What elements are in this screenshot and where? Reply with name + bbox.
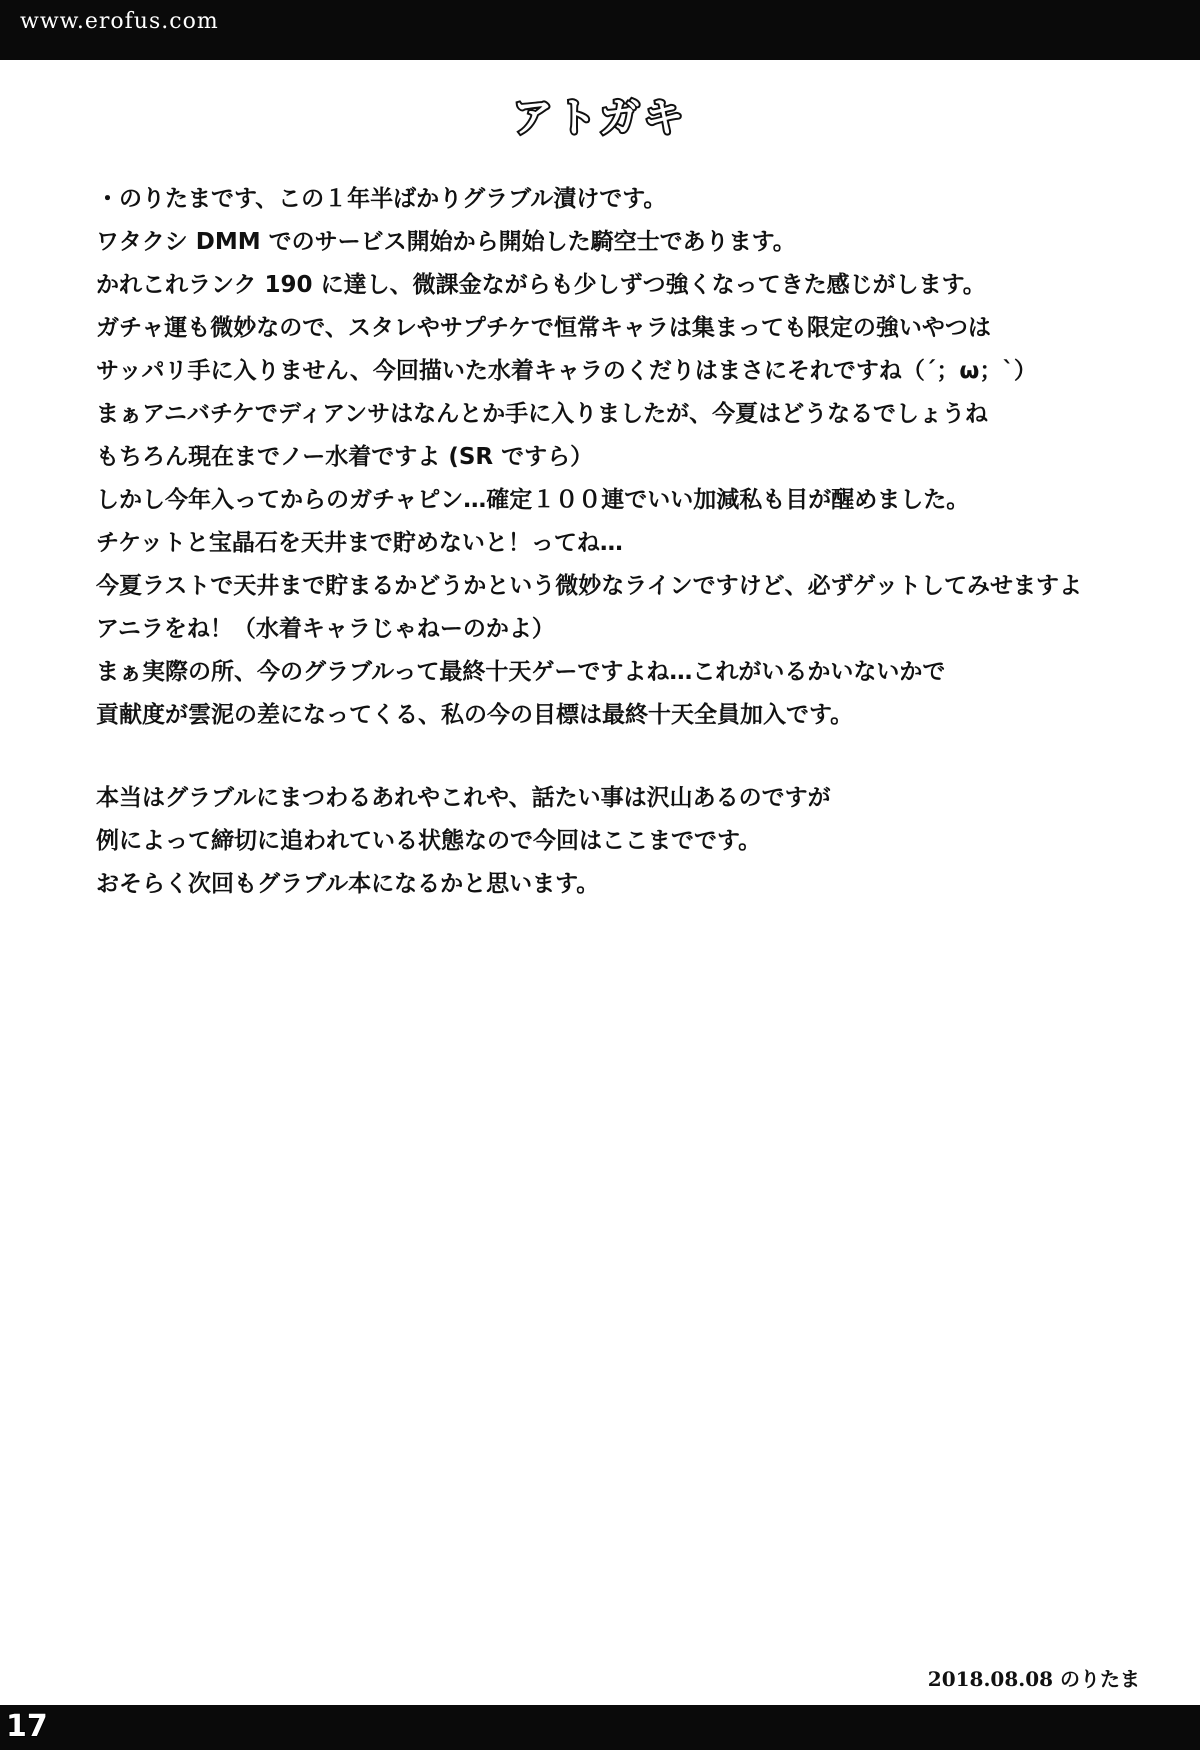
text-line: ガチャ運も微妙なので、スタレやサプチケで恒常キャラは集まっても限定の強いやつは	[96, 315, 991, 341]
text-line: アニラをね！（水着キャラじゃねーのかよ）	[96, 616, 555, 642]
text-line: 今夏ラストで天井まで貯まるかどうかという微妙なラインですけど、必ずゲットしてみせますよ	[96, 573, 1083, 599]
page-title: アトガキ	[512, 95, 688, 141]
text-line: チケットと宝晶石を天井まで貯めないと！ってね…	[96, 530, 623, 556]
watermark-text: www.erofus.com	[20, 9, 219, 34]
bottom-banner	[0, 1705, 1200, 1750]
text-line: ・のりたまです、この１年半ばかりグラブル漬けです。	[96, 186, 667, 212]
date-signature: 2018.08.08 のりたま	[927, 1667, 1140, 1691]
text-line: おそらく次回もグラブル本になるかと思います。	[96, 871, 600, 897]
text-line: もちろん現在までノー水着ですよ (SR ですら）	[96, 444, 594, 470]
text-line: 例によって締切に追われている状態なので今回はここまでです。	[96, 828, 762, 854]
page-number: 17	[6, 1709, 48, 1744]
text-line: サッパリ手に入りません、今回描いた水着キャラのくだりはまさにそれですね（´；ω；`）	[96, 358, 1037, 384]
text-line: まぁ実際の所、今のグラブルって最終十天ゲーですよね…これがいるかいないかで	[96, 659, 946, 685]
text-line: 本当はグラブルにまつわるあれやこれや、話たい事は沢山あるのですが	[96, 785, 831, 811]
text-line: しかし今年入ってからのガチャピン…確定１００連でいい加減私も目が醒めました。	[96, 487, 970, 513]
afterword-body	[96, 178, 1136, 906]
text-line: 貢献度が雲泥の差になってくる、私の今の目標は最終十天全員加入です。	[96, 702, 854, 728]
paragraph-gap	[96, 737, 1136, 777]
text-line: ワタクシ DMM でのサービス開始から開始した騎空士であります。	[96, 229, 796, 255]
text-line: かれこれランク 190 に達し、微課金ながらも少しずつ強くなってきた感じがします。	[96, 272, 986, 298]
text-line: まぁアニバチケでディアンサはなんとか手に入りましたが、今夏はどうなるでしょうね	[96, 401, 988, 427]
top-banner	[0, 0, 1200, 60]
